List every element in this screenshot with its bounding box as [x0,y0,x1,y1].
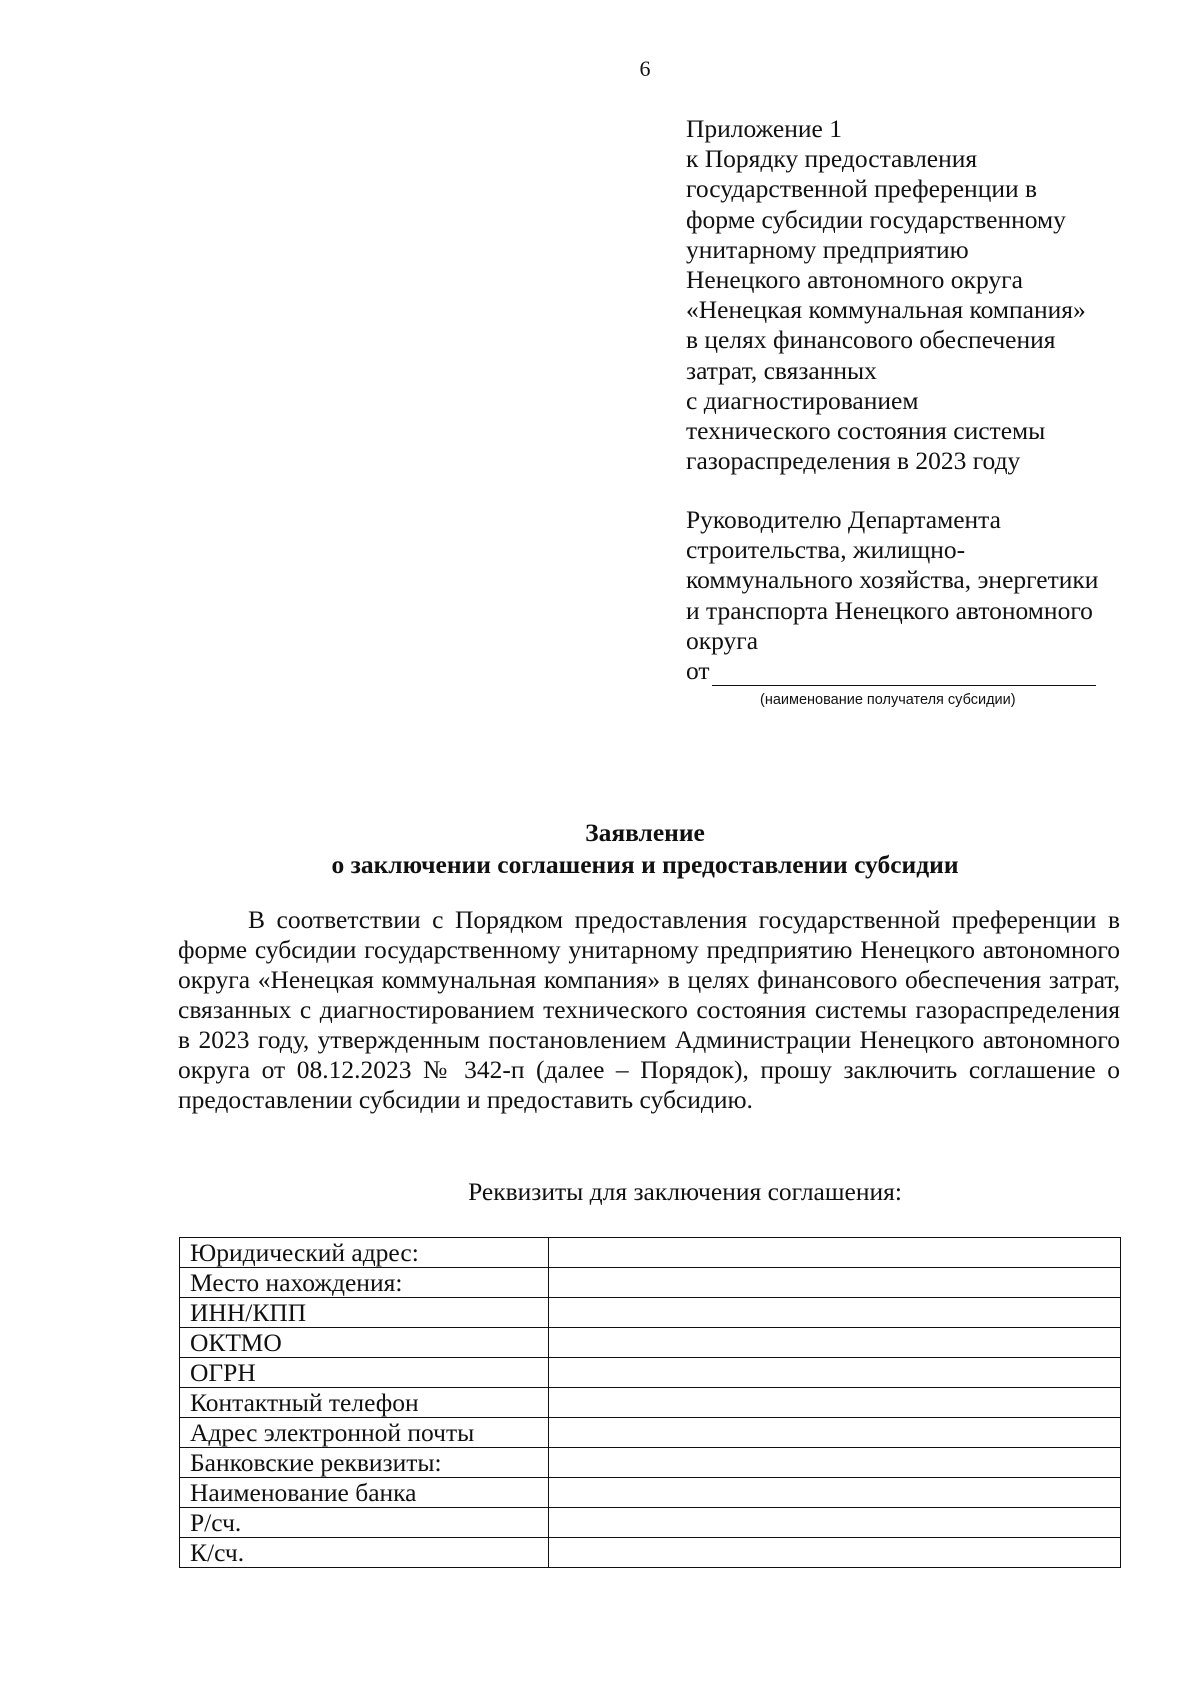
title-line-2: о заключении соглашения и предоставлении субсидии [331,850,959,879]
requisite-label: Место нахождения: [180,1268,549,1298]
requisite-label: ОКТМО [180,1328,549,1358]
table-row [180,1448,1121,1478]
requisite-label: Банковские реквизиты: [180,1448,549,1478]
requisites-title: Реквизиты для заключения соглашения: [468,1177,902,1206]
requisite-value[interactable] [549,1448,1121,1478]
appendix-line: форме субсидии государственному [686,204,1066,234]
appendix-line: затрат, связанных [686,355,877,385]
from-caption: (наименование получателя субсидии) [760,692,1016,708]
appendix-header [686,114,1166,476]
recipient-name-blank[interactable] [712,661,1096,686]
page-number: 6 [639,56,651,81]
requisite-value[interactable] [549,1418,1121,1448]
addressee-block [686,505,1166,686]
requisite-value[interactable] [549,1268,1121,1298]
requisite-value[interactable] [549,1298,1121,1328]
table-row [180,1508,1121,1538]
table-row [180,1238,1121,1268]
addressee-line: округа [686,625,759,655]
requisite-label: ОГРН [180,1358,549,1388]
table-row [180,1328,1121,1358]
body-paragraph: В соответствии с Порядком предоставления государственной преференции в форме субсидии государственному унитарному предприятию Ненецкого автономного округа «Ненецкая коммунальная компания» в целях финансового обеспечения затрат, связанных с диагностированием технического состояния системы газораспределения в 2023 году, утвержденным постановлением Администрации Ненецкого автономного округа от 08.12.2023 № 342-п (далее – Порядок), прошу заключить соглашение о предоставлении субсидии и предоставить субсидию. [178,905,1120,1114]
appendix-line: технического состояния системы [686,416,1046,446]
addressee-line: Руководителю Департамента [686,505,1001,534]
requisite-value[interactable] [549,1508,1121,1538]
table-row [180,1268,1121,1298]
table-row [180,1388,1121,1418]
title-line-1: Заявление [585,818,705,847]
requisite-value[interactable] [549,1478,1121,1508]
appendix-line: Ненецкого автономного округа [686,265,1023,295]
requisite-label: К/сч. [180,1538,549,1568]
requisite-label: Р/сч. [180,1508,549,1538]
appendix-line: государственной преференции в [686,174,1038,204]
from-line [686,656,1166,686]
addressee-line: коммунального хозяйства, энергетики [686,565,1099,595]
table-row [180,1478,1121,1508]
appendix-line: к Порядку предоставления [686,144,978,174]
table-row [180,1418,1121,1448]
requisite-value[interactable] [549,1538,1121,1568]
requisite-label: Адрес электронной почты [180,1418,549,1448]
appendix-line: в целях финансового обеспечения [686,325,1056,355]
from-label: от [686,656,710,686]
appendix-line: с диагностированием [686,385,919,415]
table-row [180,1298,1121,1328]
requisite-label: Контактный телефон [180,1388,549,1418]
requisites-table [179,1237,1121,1568]
appendix-line: Приложение 1 [686,114,842,143]
table-row [180,1538,1121,1568]
addressee-line: и транспорта Ненецкого автономного [686,595,1093,625]
requisite-value[interactable] [549,1388,1121,1418]
requisite-value[interactable] [549,1238,1121,1268]
requisite-label: Наименование банка [180,1478,549,1508]
document-title [0,817,1200,881]
appendix-line: «Ненецкая коммунальная компания» [686,295,1086,325]
requisite-value[interactable] [549,1328,1121,1358]
appendix-line: унитарному предприятию [686,234,969,264]
table-row [180,1358,1121,1388]
requisite-label: ИНН/КПП [180,1298,549,1328]
requisite-value[interactable] [549,1358,1121,1388]
addressee-line: строительства, жилищно- [686,535,966,565]
appendix-line: газораспределения в 2023 году [686,446,1021,476]
requisite-label: Юридический адрес: [180,1238,549,1268]
